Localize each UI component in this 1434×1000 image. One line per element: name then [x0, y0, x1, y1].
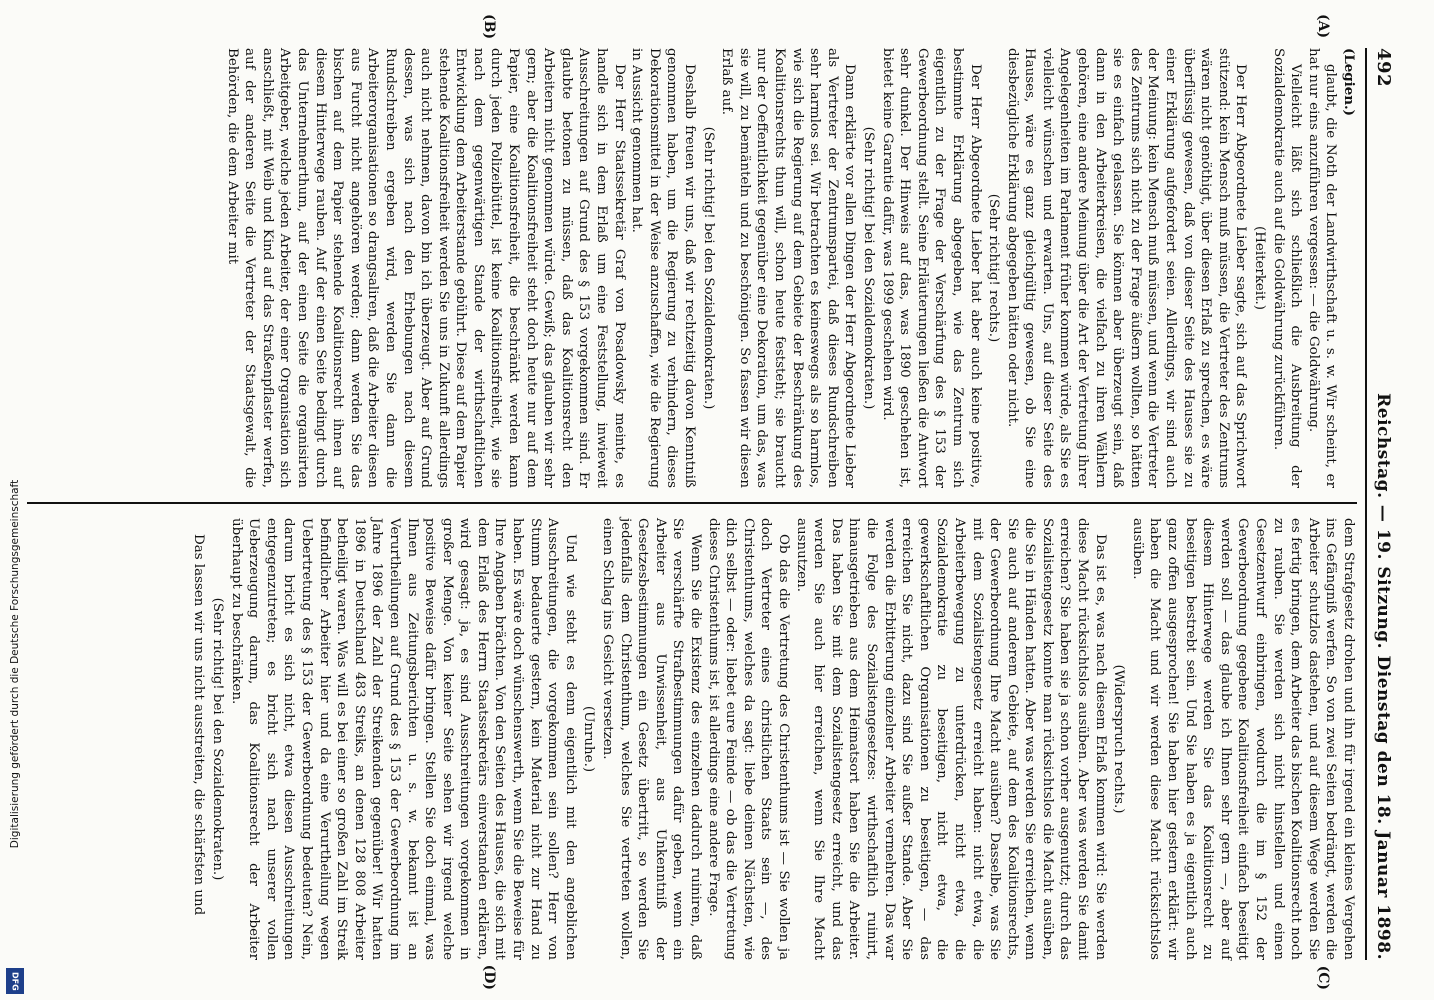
margin-marker-a: (A): [1315, 14, 1331, 39]
paragraph: Der Herr Abgeordnete Lieber sagte, sich auf das Sprichwort stützend: kein Mensch muß müssen, die Vertreter des Zentrums wären nicht genöthigt, über diesen Erlaß zu sprechen, es wäre überflüssig gewesen, daß von dieser Seite des Hauses sie zu einer Erklärung aufgefordert seien. Allerdings, wir sind auch der Meinung: kein Mensch muß müssen, und wenn die Vertreter des Zentrums sich nicht zu der Frage äußern wollten, so hätten sie es einfach gelassen. Sie können aber überzeugt sein, daß dann in den Arbeiterkreisen, die vielfach zu ihren Wählern gehören, eine andere Meinung über die Art der Vertretung ihrer Angelegenheiten im Parlament früher kommen würde, als Sie es vielleicht wünschen und erwarten. Uns, auf dieser Seite des Hauses, wäre es ganz gleichgültig gewesen, ob Sie eine diesbezügliche Erklärung abgegeben hätten oder nicht.: [1004, 48, 1249, 488]
interjection: (Sehr richtig! bei den Sozialdemokraten.): [860, 126, 876, 410]
interjection: (Sehr richtig! rechts.): [986, 193, 1002, 343]
left-column: [27, 14, 1357, 504]
paragraph: Und wie steht es denn eigentlich mit den angeblichen Ausschreitungen, die vorgekommen sein sollen? Herr von Stumm bedauerte gestern, kein Material nicht zur Hand zu haben. Es wäre doch wünschenswerth, wenn Sie die Beweise für Ihre Angaben brächten. Von den Seiten des Hauses, die sich mit dem Erlaß des Herrn Staatssekretärs einverstanden erklären, wird gesagt: ja, es sind Ausschreitungen vorgekommen in großer Menge. Von keiner Seite sehen wir irgend welche positive Beweise dafür bringen. Stellen Sie doch einmal, was Ihnen aus Zeitungsberichten u. s. w. bekannt ist an Verurtheilungen auf Grund des § 153 der Gewerbeordnung im Jahre 1896 der Zahl der Streikenden gegenüber! Wir hatten 1896 in Deutschland 483 Streiks, an denen 128 808 Arbeiter betheiligt waren. Was will es bei einer so großen Zahl im Streik befindlicher Arbeiter hier und da eine Verurtheilung wegen Uebertretung des § 153 der Gewerbeordnung bedeuten? Nein, darum bricht es sich nicht, etwa diesen Ausschreitungen entgegenzutreten; es bricht sich nach unserer vollen Ueberzeugung darum, das Koalitionsrecht der Arbeiter überhaupt zu beschränken.: [228, 518, 578, 960]
interjection: (Sehr richtig! bei den Sozialdemokraten.): [210, 597, 225, 881]
paragraph: Deshalb freuen wir uns, daß wir rechtzeitig davon Kenntniß genommen haben, um die Regierung zu verhindern, dieses Dekorationsmittel in der Weise anzuschaffen, wie die Regierung in Aussicht genommen hat.: [629, 48, 698, 488]
paragraph: Ob das die Vertretung des Christenthums ist — Sie wollen ja doch Vertreter eines christlichen Staats sein —, des Christenthums, welches da sagt: liebe deinen Nächsten, wie dich selbst — oder: liebet eure Feinde — ob das die Vertretung dieses Christenthums ist, ist allerdings eine andere Frage.: [705, 518, 791, 960]
digitization-note-text: Digitalisierung gefördert durch die Deutsche Forschungsgemeinschaft: [9, 479, 22, 849]
margin-marker-b: (B): [481, 14, 497, 40]
interjection: (Heiterkeit.): [1252, 226, 1268, 310]
margin-marker-c: (C): [1315, 965, 1331, 990]
paragraph: Wenn Sie die Existenz des einzelnen dadurch ruiniren, daß Sie verschärfte Strafbestimmungen dafür geben, wenn ein Arbeiter aus Unwissenheit, aus Unkenntniß der Gesetzesbestimmungen ein Gesetz übertritt, so werden Sie jedenfalls dem Christenthum, welches Sie vertreten wollen, einen Schlag ins Gesicht versetzen.: [600, 518, 704, 960]
paragraph: Vielleicht läßt sich schließlich die Ausbreitung der Sozialdemokratie auch auf die Goldwährung zurückführen.: [1270, 48, 1304, 488]
right-column: [27, 504, 1357, 990]
interjection: (Widerspruch rechts.): [1111, 664, 1127, 814]
dfg-logo: DFG: [6, 968, 24, 994]
paragraph: Der Herr Abgeordnete Lieber hat aber auch keine positive, bestimmte Erklärung abgegeben, wie das Zentrum sich eigentlich zu der Frage der Verschärfung des § 153 der Gewerbeordnung stellt. Seine Erläuterungen ließen die Antwort sehr dunkel. Der Hinweis auf das, was 1890 geschehen ist, bietet keine Garantie dafür, was 1899 geschehen wird.: [879, 48, 983, 488]
interjection: (Sehr richtig! bei den Sozialdemokraten.): [700, 126, 716, 410]
paragraph: dem Strafgesetz drohen und ihn für irgend ein kleines Vergehen ins Gefängniß werfen. So von zwei Seiten bedrängt, werden die Arbeiter schutzlos dastehen, und auf diesem Wege werden Sie es fertig bringen, dem Arbeiter das bischen Koalitionsrecht noch zu rauben. Sie werden sich nicht hinstellen und einen Gesetzentwurf einbringen, wodurch die im § 152 der Gewerbeordnung gegebene Koalitionsfreiheit einfach beseitigt werden soll — das glaube ich Ihnen sehr gern —, aber auf diesem Hinterwege werden Sie das Koalitionsrecht zu beseitigen bestrebt sein. Und Sie haben es ja eigentlich auch ganz offen ausgesprochen! Sie haben hier gestern erklärt: wir haben die Macht und wir werden diese Macht rücksichtslos ausüben.: [1129, 518, 1356, 960]
speaker-name: (Legien.): [1341, 48, 1357, 116]
paragraph: Das ist es, was nach diesem Erlaß kommen wird: Sie werden diese Macht rücksichtslos ausüben. Aber was werden Sie damit erreichen? Sie haben sie ja schon vorher ausgenutzt; durch das Sozialistengesetz konnte man rücksichtslos die Macht ausüben, die Sie in Händen hatten. Aber was werden Sie erreichen, wenn Sie auch auf anderem Gebiete, auf dem des Koalitionsrechts, der Gewerbeordnung Ihre Macht ausüben? Dasselbe, was Sie mit dem Sozialistengesetz erreicht haben: nicht etwa, die Arbeiterbewegung zu unterdrücken, nicht etwa, die Sozialdemokratie zu beseitigen, nicht etwa, die gewerkschaftlichen Organisationen zu beseitigen, — das erreichen Sie nicht, dazu sind Sie außer Stande. Aber Sie werden die Erbitterung einzelner Arbeiter vermehren. Das war die Folge des Sozialistengesetzes: wirthschaftlich ruinirt, hinausgetrieben aus dem Heimatsort haben Sie die Arbeiter. Das haben Sie mit dem Sozialistengesetz erreicht, und das werden Sie auch hier erreichen, wenn Sie Ihre Macht ausnutzen.: [793, 518, 1108, 960]
page-number: 492: [1373, 48, 1394, 88]
page-header: [1365, 48, 1394, 960]
interjection: (Unruhe.): [581, 705, 597, 773]
paragraph: Der Herr Staatssekretär Graf von Posadowsky meinte, es handle sich in dem Erlaß um eine Feststellung, inwieweit Ausschreitungen auf Grund des § 153 vorgekommen sind. Er glaubte betonen zu müssen, daß das Koalitionsrecht den Arbeitern nicht genommen würde. Gewiß; das glauben wir sehr gern; aber die Koalitionsfreiheit steht doch heute nur auf dem Papier, eine Koalitionsfreiheit, die beschränkt werden kann durch jeden Polizeibüttel, ist keine Koalitionsfreiheit, wie sie nach dem gegenwärtigen Stande der wirthschaftlichen Entwicklung dem Arbeiterstande gebührt. Diese auf dem Papier stehende Koalitionsfreiheit werden Sie uns in Zukunft allerdings auch nicht nehmen, davon bin ich überzeugt. Aber auf Grund dessen, was sich nach den Erhebungen nach diesem Rundschreiben ergeben wird, werden Sie dann die Arbeiterorganisationen so drangsaliren, daß die Arbeiter diesen aus Furcht nicht angehören werden; dann werden Sie das bischen auf dem Papier stehende Koalitionsrecht ihnen auf diesem Hinterwege rauben. Auf der einen Seite bedingt durch das Unternehmerthum, auf der einen Seite die organisirten Arbeitgeber, welche jeden Arbeiter, der einer Organisation sich anschließt, mit Weib und Kind auf das Straßenpflaster werfen, auf der anderen Seite die Vertreter der Staatsgewalt, die Behörden, die dem Arbeiter mit: [224, 48, 627, 488]
text-columns: [27, 14, 1357, 990]
paragraph: Das lassen wir uns nicht ausstreiten, die schärfsten und: [191, 534, 207, 916]
page-title: Reichstag. — 19. Sitzung. Dienstag den 18. Januar 1898.: [1373, 393, 1393, 960]
paragraph: glaubt, die Noth der Landwirthschaft u. s. w. Wir scheint, er hat nur eins anzuführen vergessen: — die Goldwährung.: [1305, 48, 1339, 488]
digitization-note: [4, 0, 26, 1000]
margin-marker-d: (D): [481, 964, 497, 990]
paragraph: Dann erklärte vor allen Dingen der Herr Abgeordnete Lieber als Vertreter der Zentrumspartei, daß dieses Rundschreiben sehr harmlos sei. Wir betrachten es keineswegs als so harmlos, wie sich die Regierung auf dem Gebiete der Beschränkung des Koalitionsrechts thun will, schon heute feststeht; sie braucht nur der Oeffentlichkeit gegenüber eine Dekoration, um das, was sie will, zu bemänteln und zu beschönigen. So fassen wir diesen Erlaß auf.: [719, 48, 858, 488]
